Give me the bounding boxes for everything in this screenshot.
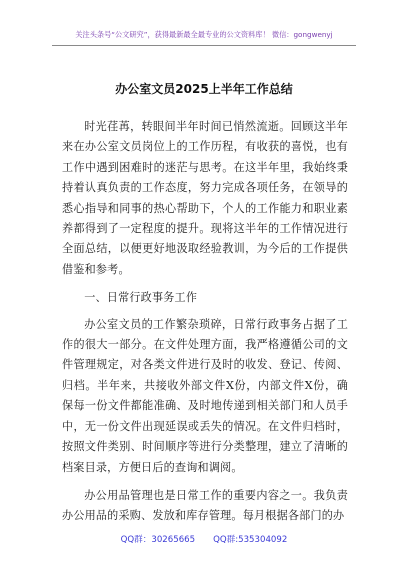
footer-qq-group-2: QQ群:535304092 — [213, 535, 288, 545]
document-body — [62, 117, 348, 535]
header-divider — [52, 45, 356, 46]
paragraph-office-supplies: 办公用品管理也是日常工作的重要内容之一。我负责办公用品的采购、发放和库存管理。每月根据各部门的办 — [62, 488, 348, 523]
document-title: 办公室文员2025上半年工作总结 — [115, 82, 293, 96]
paragraph-file-handling: 办公室文员的工作繁杂琐碎，日常行政事务占据了工作的很大一部分。在文件处理方面，我严格遵循公司的文件管理规定，对各类文件进行及时的收发、登记、传阅、归档。半年来，共接收外部文件X份，内部文件X份，确保每一份文件都能准确、及时地传递到相关部门和人员手中，无一份文件出现延误或丢失的情况。在文件归档时，按照文件类别、时间顺序等进行分类整理，建立了清晰的档案目录，方便日后的查询和调阅。 — [62, 317, 348, 474]
footer-qq-group-1: QQ群：30265665 — [120, 535, 196, 545]
paragraph-intro: 时光荏苒，转眼间半年时间已悄然流逝。回顾这半年来在办公室文员岗位上的工作历程，有收获的喜悦，也有工作中遇到困难时的迷茫与思考。在这半年里，我始终秉持着认真负责的工作态度，努力完成各项任务，在领导的悉心指导和同事的热心帮助下，个人的工作能力和职业素养都得到了一定程度的提升。现将这半年的工作情况进行全面总结，以便更好地汲取经验教训，为今后的工作提供借鉴和参考。 — [62, 120, 348, 276]
header-banner: 关注头条号“公文研究”，获得最新最全最专业的公文资料库！ 微信：gongwenyj — [75, 30, 333, 39]
section-heading: 一、日常行政事务工作 — [84, 291, 198, 305]
footer-contact — [0, 533, 408, 545]
